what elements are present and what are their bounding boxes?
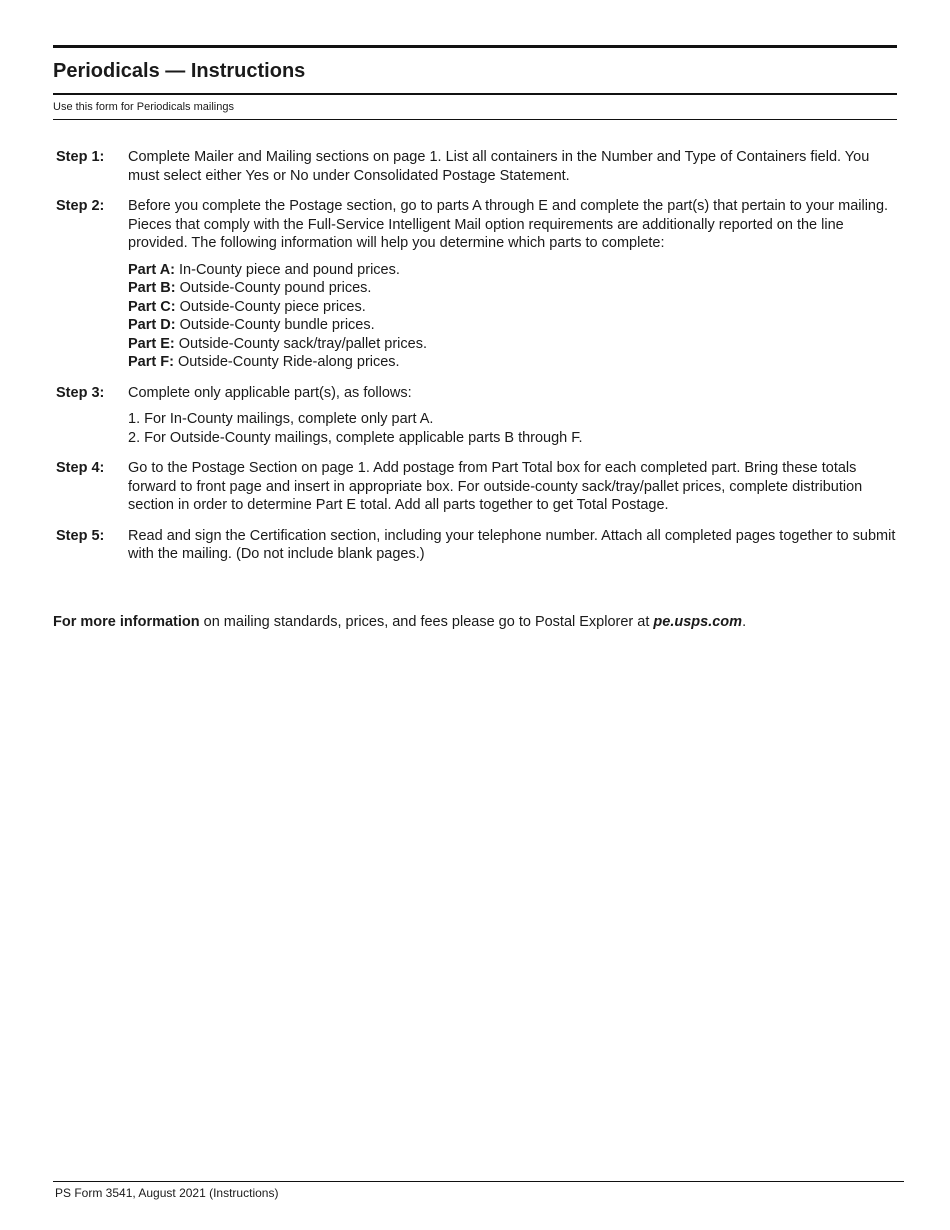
part-item [128, 316, 896, 335]
step-4 [56, 459, 896, 515]
form-footer: PS Form 3541, August 2021 (Instructions) [55, 1186, 279, 1200]
title-rule [53, 93, 897, 95]
part-label: Part D: [128, 317, 176, 333]
page-title: Periodicals — Instructions [53, 60, 306, 82]
step-text: Go to the Postage Section on page 1. Add postage from Part Total box for each completed part. Bring these totals forward to front page and insert in appropriate box. For outside-county sack/tray/pallet prices, complete distribution section in order to determine Part E total. Add all parts together to get Total Postage. [128, 460, 863, 513]
form-subtitle: Use this form for Periodicals mailings [53, 101, 234, 113]
part-text: Outside-County bundle prices. [179, 317, 375, 333]
step-body [128, 384, 896, 448]
top-rule [53, 45, 897, 48]
step-1 [56, 148, 896, 185]
part-item [128, 298, 896, 317]
subtitle-rule [53, 119, 897, 120]
step-label: Step 4: [56, 460, 105, 476]
step-text: Read and sign the Certification section, including your telephone number. Attach all completed pages together to submit with the mailing. (Do not include blank pages.) [128, 527, 896, 562]
part-text: Outside-County piece prices. [179, 298, 366, 315]
part-text: Outside-County pound prices. [179, 280, 372, 296]
step-body [128, 527, 896, 564]
part-label: Part B: [128, 280, 176, 296]
step-3 [56, 384, 896, 448]
list-item: 2. For Outside-County mailings, complete applicable parts B through F. [128, 429, 583, 446]
part-item [128, 353, 896, 372]
part-label: Part E: [128, 335, 175, 352]
more-info-lead: For more information [53, 614, 200, 630]
step-text: Complete only applicable part(s), as follows: [128, 384, 412, 401]
step-body [128, 197, 896, 372]
part-text: In-County piece and pound prices. [179, 261, 400, 278]
part-item [128, 279, 896, 298]
instruction-steps [56, 148, 896, 576]
step-label: Step 1: [56, 149, 105, 165]
more-info-text: on mailing standards, prices, and fees please go to Postal Explorer at [199, 614, 654, 630]
part-label: Part C: [128, 298, 176, 315]
postal-explorer-link[interactable]: pe.usps.com [653, 614, 743, 630]
step-body [128, 459, 896, 515]
part-item [128, 261, 896, 280]
sub-list [128, 410, 896, 447]
list-item: 1. For In-County mailings, complete only part A. [128, 411, 434, 427]
step-label: Step 2: [56, 198, 105, 214]
more-info [53, 613, 746, 632]
parts-list [128, 261, 896, 372]
part-text: Outside-County Ride-along prices. [177, 354, 400, 370]
part-label: Part A: [128, 261, 175, 278]
more-info-end: . [742, 614, 747, 630]
part-label: Part F: [128, 354, 174, 370]
step-2 [56, 197, 896, 372]
footer-rule [53, 1181, 904, 1182]
step-body [128, 148, 896, 185]
part-text: Outside-County sack/tray/pallet prices. [178, 335, 427, 352]
step-text: Complete Mailer and Mailing sections on page 1. List all containers in the Number and Type of Containers field. You must select either Yes or No under Consolidated Postage Statement. [128, 149, 870, 184]
step-5 [56, 527, 896, 564]
step-label: Step 3: [56, 384, 105, 401]
step-text: Before you complete the Postage section, go to parts A through E and complete the part(s) that pertain to your mailing. Pieces that comply with the Full-Service Intelligent Mail option requirements are additionally reported on the line provided. The following information will help you determine which parts to complete: [128, 198, 889, 251]
part-item [128, 335, 896, 354]
step-label: Step 5: [56, 527, 105, 544]
